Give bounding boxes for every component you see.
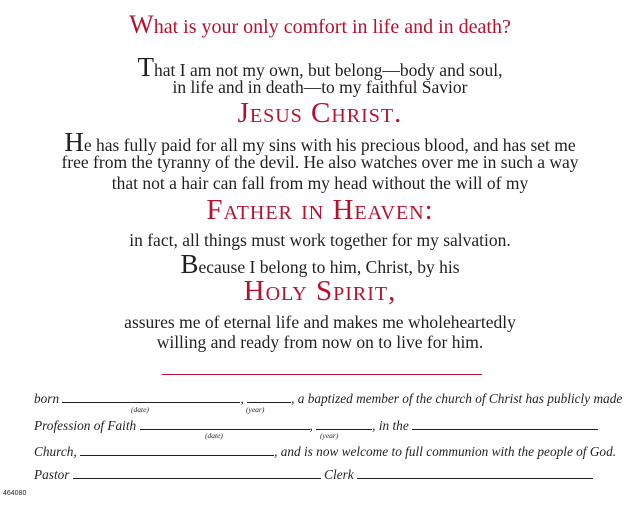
profession-date-field[interactable] <box>140 417 310 430</box>
profession-row: Profession of Faith , , in the <box>34 417 610 432</box>
answer-initial-t: T <box>137 52 154 82</box>
question-text: hat is your only comfort in life and in death? <box>153 16 511 38</box>
clerk-label: Clerk <box>324 467 354 482</box>
answer-line-1: That I am not my own, but belong—body and soul, <box>137 52 503 82</box>
heading-father-in-heaven: Father in Heaven: <box>206 194 434 226</box>
product-code: 464080 <box>3 490 27 497</box>
born-row: born , , a baptized member of the church of Christ has publicly made <box>34 391 623 406</box>
church-row <box>34 443 617 459</box>
welcome-text: , and is now welcome to full communion with the people of God. <box>274 444 617 459</box>
answer-line-7: Because I belong to him, Christ, by his <box>180 249 460 279</box>
in-the-text: , in the <box>372 418 409 433</box>
church-label: Church, <box>34 444 77 459</box>
church-field[interactable] <box>80 443 274 456</box>
heading-jesus-christ: Jesus Christ. <box>237 97 403 129</box>
clerk-signature-field[interactable] <box>357 466 593 479</box>
answer-line-5: that not a hair can fall from my head without the will of my <box>111 173 529 193</box>
profession-year-hint: (year) <box>320 431 339 440</box>
answer-line-4: free from the tyranny of the devil. He also watches over me in such a way <box>61 152 579 172</box>
signature-divider <box>162 374 482 375</box>
question-initial: W <box>129 10 154 39</box>
profession-year-field[interactable] <box>316 417 372 430</box>
heading-holy-spirit: Holy Spirit, <box>243 275 397 307</box>
profession-label: Profession of Faith <box>34 418 137 433</box>
answer-line-8: assures me of eternal life and makes me wholeheartedly <box>124 312 516 332</box>
born-date-hint: (date) <box>131 405 149 414</box>
answer-initial-h: H <box>64 127 84 157</box>
born-date-field[interactable] <box>62 390 240 403</box>
profession-date-hint: (date) <box>205 431 223 440</box>
answer-line-9: willing and ready from now on to live for him. <box>156 332 484 352</box>
born-label: born <box>34 391 60 406</box>
signature-row <box>34 466 610 481</box>
pastor-signature-field[interactable] <box>73 466 321 479</box>
born-year-hint: (year) <box>246 405 265 414</box>
catechism-question <box>0 12 640 39</box>
born-year-field[interactable] <box>247 390 291 403</box>
answer-line-6: in fact, all things must work together for my salvation. <box>129 230 511 250</box>
answer-line-3: He has fully paid for all my sins with his precious blood, and has set me <box>64 127 576 157</box>
answer-initial-b: B <box>180 249 199 279</box>
baptized-text: , a baptized member of the church of Christ has publicly made <box>291 391 623 406</box>
answer-line-2: in life and in death—to my faithful Savior <box>172 77 468 97</box>
pastor-label: Pastor <box>34 467 70 482</box>
church-name-field[interactable] <box>412 417 598 430</box>
